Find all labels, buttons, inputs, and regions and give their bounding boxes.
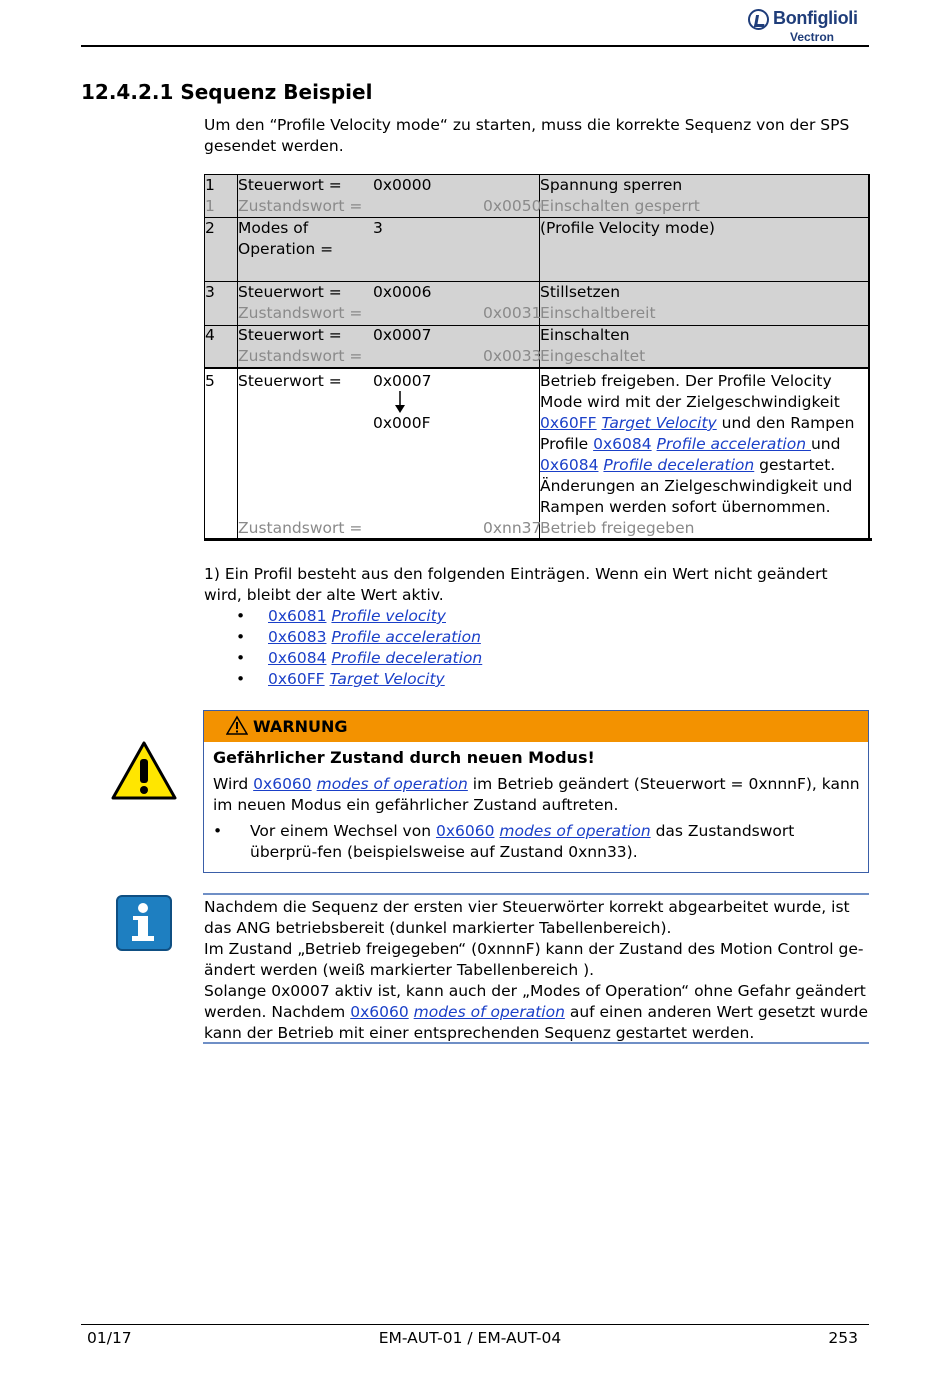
table-status-value: 0x0050 (483, 197, 542, 215)
table-status-desc: Eingeschaltet (540, 347, 646, 365)
table-row-desc: (Profile Velocity mode) (540, 219, 715, 237)
object-code-link[interactable]: 0x6084 (593, 435, 652, 453)
table-row-value: 0x0006 (373, 283, 432, 301)
table-row-num: 4 (205, 326, 215, 344)
logo-mark-icon (748, 9, 769, 30)
footnote: 1) Ein Profil besteht aus den folgenden Einträgen. Wenn ein Wert nicht geändert wird, bleibt der alte Wert aktiv. (204, 565, 828, 604)
arrow-down-icon (393, 390, 407, 414)
table-row-value-to: 0x000F (373, 414, 431, 432)
list-item: • 0x6083 Profile acceleration (236, 628, 481, 646)
info-rule-top (203, 893, 869, 895)
table-row-label: Modes of (238, 219, 309, 237)
bullet-dot: • (213, 822, 223, 840)
table-row-desc: Spannung sperren (540, 176, 683, 194)
table-status-label: Zustandswort = (238, 197, 363, 215)
object-code-link[interactable]: 0x6083 (268, 628, 327, 646)
table-status-value: 0x0033 (483, 347, 542, 365)
table-row-value: 3 (373, 219, 383, 237)
table-row-desc-line: Änderungen an Zielgeschwindigkeit und (540, 477, 853, 495)
info-paragraph: Nachdem die Sequenz der ersten vier Steuerwörter korrekt abgearbeitet wurde, ist das ANG betriebsbereit (dunkel markierter Tabellenbereich). (204, 898, 850, 937)
table-row-value-from: 0x0007 (373, 372, 432, 390)
logo-brand-sub: Vectron (789, 30, 834, 44)
list-item: • 0x6081 Profile velocity (236, 607, 446, 625)
table-row-label: Steuerwort = (238, 176, 342, 194)
object-name-link[interactable]: Profile deceleration (603, 456, 755, 474)
footer-page-number: 253 (828, 1329, 858, 1347)
object-code-link[interactable]: 0x6060 (435, 822, 495, 840)
table-row-desc-line: Profile 0x6084 Profile acceleration und (540, 435, 841, 453)
table-status-label: Zustandswort = (238, 304, 363, 322)
table-row-label: Steuerwort = (238, 372, 342, 390)
object-name-link[interactable]: Target Velocity (329, 670, 445, 688)
object-code-link[interactable]: 0x6081 (268, 607, 327, 625)
object-name-link[interactable]: Profile acceleration (656, 435, 811, 453)
table-status-desc: Betrieb freigegeben (540, 519, 695, 537)
table-row-desc-line: 0x60FF Target Velocity und den Rampen (540, 414, 855, 432)
footer-date: 01/17 (87, 1329, 132, 1347)
table-status-num: 1 (205, 197, 215, 215)
table-row-desc-line: Betrieb freigeben. Der Profile Velocity (540, 372, 832, 390)
info-text (204, 897, 869, 1044)
info-icon (116, 895, 172, 951)
logo-brand-name: Bonfiglioli (773, 8, 858, 28)
table-status-value: 0xnn37 (483, 519, 542, 537)
header-rule (81, 45, 869, 47)
object-code-link[interactable]: 0x6084 (540, 456, 599, 474)
intro-paragraph: Um den “Profile Velocity mode“ zu starten, muss die korrekte Sequenz von der SPS gesendet werden. (204, 116, 850, 155)
table-row-num: 2 (205, 219, 215, 237)
table-row-num: 1 (205, 176, 215, 194)
warning-triangle-icon (110, 740, 178, 802)
table-row-desc: Stillsetzen (540, 283, 621, 301)
object-name-link[interactable]: modes of operation (413, 1003, 565, 1021)
object-name-link[interactable]: modes of operation (499, 822, 651, 840)
list-item: • 0x6084 Profile deceleration (236, 649, 483, 667)
object-code-link[interactable]: 0x60FF (540, 414, 597, 432)
table-row-value: 0x0000 (373, 176, 432, 194)
table-row-label: Steuerwort = (238, 283, 342, 301)
table-status-desc: Einschaltbereit (540, 304, 656, 322)
warning-heading: Gefährlicher Zustand durch neuen Modus! (213, 748, 595, 767)
object-code-link[interactable]: 0x6060 (350, 1003, 409, 1021)
info-rule-bottom (203, 1042, 869, 1044)
warning-header (204, 711, 868, 742)
warning-box (203, 710, 869, 873)
object-code-link[interactable]: 0x6060 (253, 775, 312, 793)
table-row-num: 3 (205, 283, 215, 301)
table-row-desc: Einschalten (540, 326, 630, 344)
table-row-label: Operation = (238, 240, 334, 258)
object-name-link[interactable]: Target Velocity (601, 414, 717, 432)
object-name-link[interactable]: modes of operation (316, 775, 468, 793)
warning-text: Wird 0x6060 modes of operation im Betrieb geändert (Steuerwort = 0xnnnF), kann im neuen Modus ein gefährlicher Zustand auftreten. (213, 775, 860, 814)
table-row-desc-line: Rampen werden sofort übernommen. (540, 498, 831, 516)
warning-small-icon (226, 715, 248, 735)
list-item: • 0x60FF Target Velocity (236, 670, 445, 688)
info-paragraph: Solange 0x0007 aktiv ist, kann auch der „Modes of Operation“ ohne Gefahr geändert werden. Nachdem 0x6060 modes of operation auf einen anderen Wert gesetzt wurde kann der Betrieb mit einer entsprechenden Sequenz gestartet werden. (204, 982, 869, 1042)
table-status-value: 0x0031 (483, 304, 542, 322)
object-name-link[interactable]: Profile acceleration (331, 628, 481, 646)
object-name-link[interactable]: Profile velocity (331, 607, 446, 625)
table-status-label: Zustandswort = (238, 347, 363, 365)
object-code-link[interactable]: 0x60FF (268, 670, 325, 688)
footer-document-id: EM-AUT-01 / EM-AUT-04 (378, 1329, 562, 1347)
section-title: 12.4.2.1 Sequenz Beispiel (81, 80, 373, 104)
object-name-link[interactable]: Profile deceleration (331, 649, 483, 667)
warning-title: WARNUNG (253, 717, 348, 736)
table-row-num: 5 (205, 372, 215, 390)
object-code-link[interactable]: 0x6084 (268, 649, 327, 667)
brand-logo (748, 8, 870, 46)
warning-bullet: Vor einem Wechsel von 0x6060 modes of operation das Zustandswort überprü-fen (beispielsweise auf Zustand 0xnn33). (250, 822, 795, 861)
sequence-table (204, 174, 870, 541)
table-row-desc-line: 0x6084 Profile deceleration gestartet. (540, 456, 836, 474)
info-paragraph: Im Zustand „Betrieb freigegeben“ (0xnnnF) kann der Zustand des Motion Control ge-ändert werden (weiß markierter Tabellenbereich ). (204, 940, 864, 979)
table-row-value: 0x0007 (373, 326, 432, 344)
table-row-desc-line: Mode wird mit der Zielgeschwindigkeit (540, 393, 840, 411)
table-status-label: Zustandswort = (238, 519, 363, 537)
table-row-label: Steuerwort = (238, 326, 342, 344)
table-status-desc: Einschalten gesperrt (540, 197, 700, 215)
footer-rule (81, 1324, 869, 1325)
